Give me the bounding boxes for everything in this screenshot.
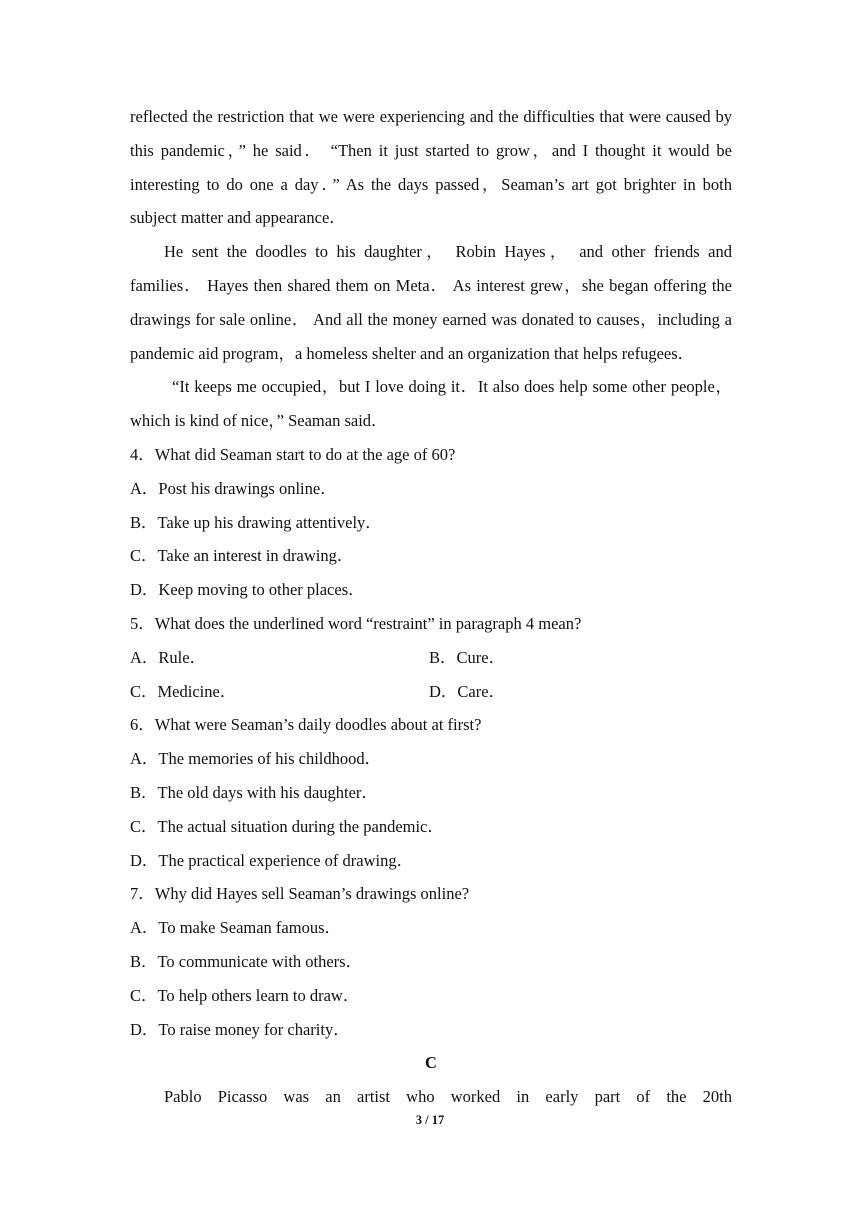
question-4-option-b: B．Take up his drawing attentively． [130,512,382,532]
question-6-stem: 6．What were Seaman’s daily doodles about at first? [130,715,482,735]
question-5-option-b: B．Cure． [429,647,506,667]
question-7-option-d: D．To raise money for charity． [130,1019,350,1039]
page-number: 3 / 17 [415,1113,445,1127]
passage-paragraph-1: reflected the restriction that we were experiencing and the difficulties that were caused by this pandemic，” he said． “Then it just started to grow，and I thought it would be interesting to do one a day．” As the days passed，Seaman’s art got brighter in both subject matter and appearance． [130,107,732,228]
question-6-option-a: A．The memories of his childhood． [130,749,382,769]
question-7-stem: 7．Why did Hayes sell Seaman’s drawings online? [130,884,470,904]
question-7-option-c: C．To help others learn to draw． [130,985,360,1005]
question-7 [130,877,732,1046]
question-7-option-b: B．To communicate with others． [130,951,363,971]
question-5-option-d: D．Care． [429,681,506,701]
section-heading-c: C [425,1053,437,1073]
question-7-option-a: A．To make Seaman famous． [130,918,342,938]
question-4-option-c: C．Take an interest in drawing． [130,546,354,566]
question-4-option-d: D．Keep moving to other places． [130,580,365,600]
question-4 [130,438,732,607]
question-5 [130,607,732,708]
passage-paragraph-3: “It keeps me occupied，but I love doing it．It also does help some other people，which is kind of nice，” Seaman said． [130,377,732,431]
question-4-option-a: A．Post his drawings online． [130,478,337,498]
section-c-first-line: Pablo Picasso was an artist who worked in early part of the 20th [164,1087,732,1107]
document-body [130,100,732,1114]
question-5-option-c: C．Medicine． [130,681,237,701]
question-5-options-row-1 [130,641,732,675]
question-6-option-d: D．The practical experience of drawing． [130,850,414,870]
question-6-option-b: B．The old days with his daughter． [130,782,378,802]
passage-paragraph-2: He sent the doodles to his daughter， Robin Hayes， and other friends and families． Hayes then shared them on Meta． As interest grew，she began offering the drawings for sale online． And all the money earned was donated to causes，including a pandemic aid program，a homeless shelter and an organization that helps refugees． [130,242,732,363]
question-6-option-c: C．The actual situation during the pandemic． [130,816,444,836]
question-5-options-row-2 [130,675,732,709]
question-5-option-a: A．Rule． [130,647,207,667]
question-5-stem: 5．What does the underlined word “restraint” in paragraph 4 mean? [130,613,582,633]
question-6 [130,708,732,877]
question-4-stem: 4．What did Seaman start to do at the age of 60? [130,444,456,464]
